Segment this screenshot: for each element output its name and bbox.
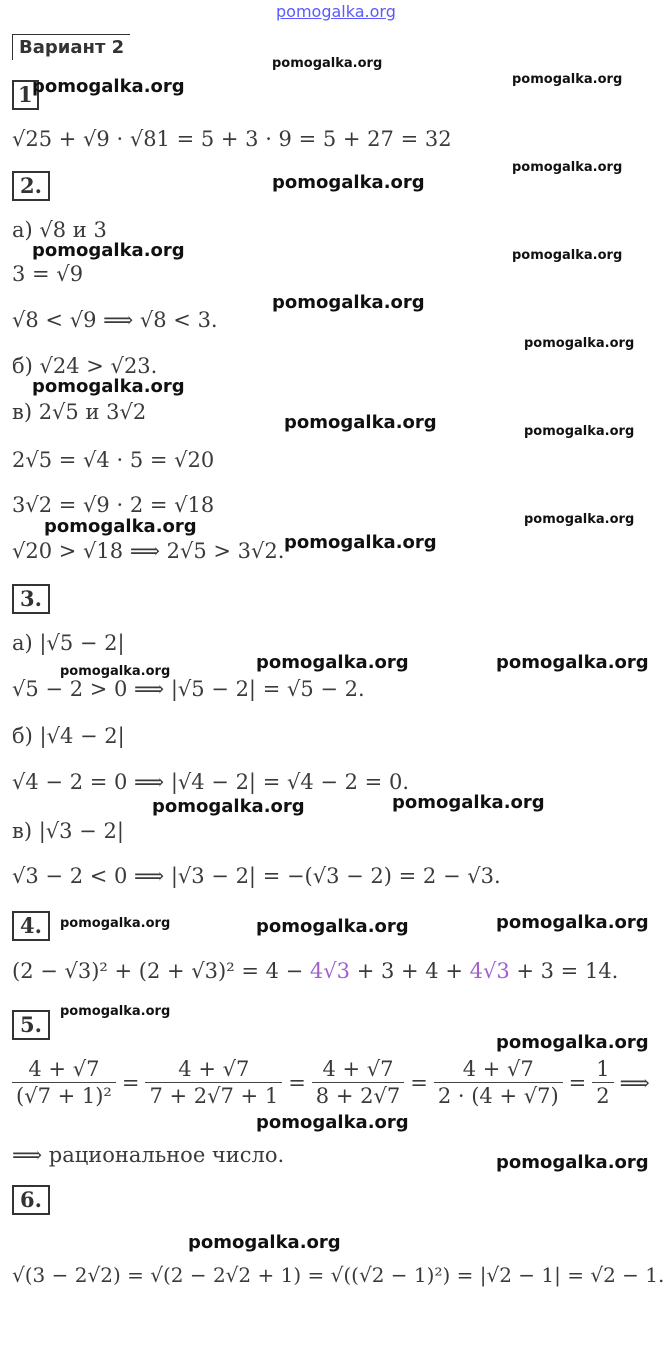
task-2c-statement: в) 2√5 и 3√2: [12, 400, 147, 424]
task-3-number: 3.: [12, 584, 50, 614]
watermark: pomogalka.org: [272, 56, 383, 71]
task-6-number: 6.: [12, 1185, 50, 1215]
watermark: pomogalka.org: [188, 1232, 341, 1253]
task-2c-step-2: 3√2 = √9 · 2 = √18: [12, 493, 215, 517]
watermark: pomogalka.org: [272, 172, 425, 193]
task-3a-answer: √5 − 2 > 0 ⟹ |√5 − 2| = √5 − 2.: [12, 677, 365, 701]
watermark: pomogalka.org: [60, 664, 171, 679]
watermark: pomogalka.org: [524, 336, 635, 351]
watermark: pomogalka.org: [496, 1032, 649, 1053]
watermark: pomogalka.org: [512, 160, 623, 175]
watermark: pomogalka.org: [392, 792, 545, 813]
watermark: pomogalka.org: [272, 292, 425, 313]
task-4-term-1: 4√3: [309, 959, 351, 983]
task-2c-answer: √20 > √18 ⟹ 2√5 > 3√2.: [12, 539, 285, 563]
watermark: pomogalka.org: [496, 1152, 649, 1173]
watermark: pomogalka.org: [60, 916, 171, 931]
task-1-number: 1: [12, 80, 39, 110]
watermark: pomogalka.org: [496, 652, 649, 673]
watermark: pomogalka.org: [524, 424, 635, 439]
task-1-solution: √25 + √9 · √81 = 5 + 3 · 9 = 5 + 27 = 32: [12, 127, 452, 151]
watermark: pomogalka.org: [524, 512, 635, 527]
watermark: pomogalka.org: [32, 240, 185, 261]
task-3b-statement: б) |√4 − 2|: [12, 724, 125, 748]
watermark: pomogalka.org: [496, 912, 649, 933]
task-3a-statement: а) |√5 − 2|: [12, 631, 125, 655]
task-2a-answer: √8 < √9 ⟹ √8 < 3.: [12, 308, 218, 332]
task-2a-statement: а) √8 и 3: [12, 218, 107, 242]
watermark: pomogalka.org: [32, 376, 185, 397]
task-5-number: 5.: [12, 1010, 50, 1040]
task-2a-step: 3 = √9: [12, 262, 84, 286]
variant-title: Вариант 2: [12, 34, 130, 60]
watermark: pomogalka.org: [256, 916, 409, 937]
watermark: pomogalka.org: [32, 76, 185, 97]
task-2c-step-1: 2√5 = √4 · 5 = √20: [12, 448, 215, 472]
watermark: pomogalka.org: [152, 796, 305, 817]
watermark: pomogalka.org: [284, 532, 437, 553]
watermark: pomogalka.org: [44, 516, 197, 537]
task-2b-answer: б) √24 > √23.: [12, 354, 158, 378]
site-link[interactable]: pomogalka.org: [276, 2, 396, 21]
fraction-2: $\frac{4 + √7}{7 + 2√7 + 1}$: [145, 1056, 282, 1109]
task-5-conclusion: ⟹ рациональное число.: [12, 1143, 285, 1167]
fraction-4: $\frac{4 + √7}{2 \cdot (4 + √7)}$: [434, 1056, 563, 1109]
task-3c-answer: √3 − 2 < 0 ⟹ |√3 − 2| = −(√3 − 2) = 2 − √3.: [12, 864, 501, 888]
task-4-term-2: 4√3: [469, 959, 510, 983]
task-4-part-3: + 3 = 14.: [509, 959, 619, 983]
task-4-part-1: (2 − √3)² + (2 + √3)² = 4 −: [12, 959, 310, 983]
task-2-number: 2.: [12, 171, 50, 201]
watermark: pomogalka.org: [512, 248, 623, 263]
task-6-solution: √(3 − 2√2) = √(2 − 2√2 + 1) = √((√2 − 1)²) = |√2 − 1| = √2 − 1.: [12, 1263, 665, 1287]
task-3b-answer: √4 − 2 = 0 ⟹ |√4 − 2| = √4 − 2 = 0.: [12, 770, 409, 794]
task-5-solution: $\frac{4 + √7}{\text{(√7 + 1)²}}$ = $\frac{4 + √7}{7 + 2√7 + 1}$ = $\frac{4 + √7}{8 + 2√7}$ = $\frac{4 + √7}{2 \cdot (4 + √7)}$ = $\frac{1}{2}$ ⟹: [12, 1056, 650, 1109]
watermark: pomogalka.org: [284, 412, 437, 433]
watermark: pomogalka.org: [256, 652, 409, 673]
fraction-1: $\frac{4 + √7}{\text{(√7 + 1)²}}$: [12, 1056, 116, 1109]
watermark: pomogalka.org: [512, 72, 623, 87]
task-4-part-2: + 3 + 4 +: [350, 959, 470, 983]
task-3c-statement: в) |√3 − 2|: [12, 819, 124, 843]
fraction-5: $\frac{1}{2}$: [592, 1056, 613, 1109]
fraction-3: $\frac{4 + √7}{8 + 2√7}$: [312, 1056, 404, 1109]
watermark: pomogalka.org: [256, 1112, 409, 1133]
task-4-number: 4.: [12, 911, 50, 941]
watermark: pomogalka.org: [60, 1004, 171, 1019]
task-4-solution: [12, 958, 618, 984]
